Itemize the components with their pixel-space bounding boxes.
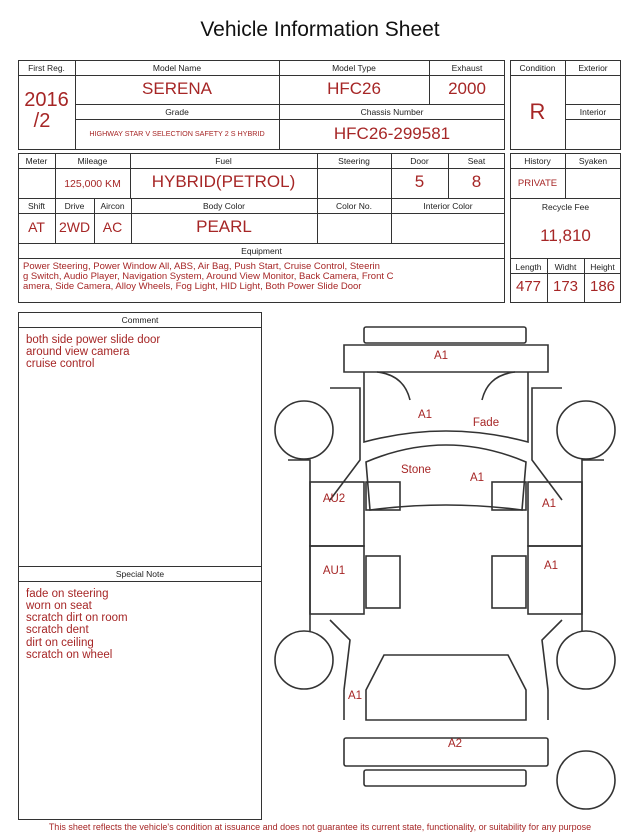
length-label: Length xyxy=(515,262,542,272)
note-line: fade on steering xyxy=(26,588,109,600)
fuel-value: HYBRID(PETROL) xyxy=(151,172,296,191)
mileage-value: 125,000 KM xyxy=(64,178,121,190)
first-reg-label: First Reg. xyxy=(28,63,65,73)
interior-label: Interior xyxy=(579,107,607,117)
note-line: scratch dent xyxy=(26,624,89,636)
exterior-label: Exterior xyxy=(578,63,608,73)
width-value: 173 xyxy=(552,278,579,295)
mark-left-rear-door: AU2 xyxy=(322,493,346,505)
condition-value: R xyxy=(529,99,546,124)
model-type-value: HFC26 xyxy=(327,79,381,98)
mark-windshield: A1 xyxy=(469,472,485,484)
car-damage-diagram xyxy=(268,318,628,818)
equipment-line: Power Steering, Power Window All, ABS, Air Bag, Push Start, Cruise Control, Steerin xyxy=(23,261,380,272)
first-reg-month: /2 xyxy=(33,110,51,132)
mark-hood: A1 xyxy=(417,409,433,421)
door-label: Door xyxy=(410,156,429,166)
mark-roof-top: A1 xyxy=(433,350,449,362)
seat-value: 8 xyxy=(471,172,482,191)
condition-label: Condition xyxy=(519,63,556,73)
chassis-value: HFC26-299581 xyxy=(333,124,451,143)
drive-label: Drive xyxy=(64,201,85,211)
recycle-fee-label: Recycle Fee xyxy=(541,202,590,212)
seat-label: Seat xyxy=(467,156,486,166)
history-label: History xyxy=(524,156,551,166)
note-line: dirt on ceiling xyxy=(26,637,94,649)
recycle-fee-value: 11,810 xyxy=(540,226,591,245)
grade-label: Grade xyxy=(165,107,189,117)
door-value: 5 xyxy=(414,172,425,191)
mark-rear-bumper: A2 xyxy=(447,738,463,750)
height-value: 186 xyxy=(589,278,616,295)
height-label: Height xyxy=(590,262,615,272)
exhaust-label: Exhaust xyxy=(451,63,483,73)
shift-label: Shift xyxy=(27,201,45,211)
body-color-value: PEARL xyxy=(196,217,252,236)
mark-right-rear-door: A1 xyxy=(541,498,557,510)
note-line: scratch dirt on room xyxy=(26,612,128,624)
width-label: Widht xyxy=(554,262,577,272)
comment-line: cruise control xyxy=(26,358,95,370)
aircon-label: Aircon xyxy=(100,201,125,211)
chassis-label: Chassis Number xyxy=(360,107,424,117)
note-line: scratch on wheel xyxy=(26,649,113,661)
mark-stone: Stone xyxy=(400,464,432,476)
equipment-line: amera, Side Camera, Alloy Wheels, Fog Light, HID Light, Both Power Slide Door xyxy=(23,281,362,292)
shift-value: AT xyxy=(28,219,45,235)
mileage-label: Mileage xyxy=(77,156,108,166)
interior-color-label: Interior Color xyxy=(423,201,473,211)
model-type-label: Model Type xyxy=(332,63,376,73)
note-line: worn on seat xyxy=(26,600,92,612)
body-color-label: Body Color xyxy=(202,201,246,211)
exhaust-value: 2000 xyxy=(448,79,486,98)
comment-line: around view camera xyxy=(26,346,130,358)
equipment-line: g Switch, Audio Player, Navigation System, Around View Monitor, Back Camera, Front C xyxy=(23,271,394,282)
mark-fade: Fade xyxy=(472,417,500,429)
model-name-label: Model Name xyxy=(152,63,202,73)
disclaimer-footer: This sheet reflects the vehicle's condition at issuance and does not guarantee its current state, functionality, or suitability for any purpose xyxy=(48,822,592,832)
comment-line: both side power slide door xyxy=(26,334,161,346)
steering-label: Steering xyxy=(338,156,370,166)
model-name-value: SERENA xyxy=(142,79,212,98)
mark-rear-left: A1 xyxy=(347,690,363,702)
length-value: 477 xyxy=(515,278,542,295)
fuel-label: Fuel xyxy=(215,156,232,166)
meter-label: Meter xyxy=(25,156,48,166)
syaken-label: Syaken xyxy=(578,156,608,166)
comment-label: Comment xyxy=(121,315,159,325)
grade-value: HIGHWAY STAR V SELECTION SAFETY 2 S HYBRID xyxy=(89,129,265,138)
drive-value: 2WD xyxy=(58,219,91,235)
equipment-label: Equipment xyxy=(241,246,282,256)
first-reg-year: 2016 xyxy=(24,89,69,111)
aircon-value: AC xyxy=(102,219,123,235)
page-title: Vehicle Information Sheet xyxy=(200,18,440,41)
history-value: PRIVATE xyxy=(517,178,558,189)
mark-right-front-door: A1 xyxy=(543,560,559,572)
special-note-label: Special Note xyxy=(115,569,165,579)
mark-left-front-door: AU1 xyxy=(322,565,346,577)
color-no-label: Color No. xyxy=(336,201,372,211)
